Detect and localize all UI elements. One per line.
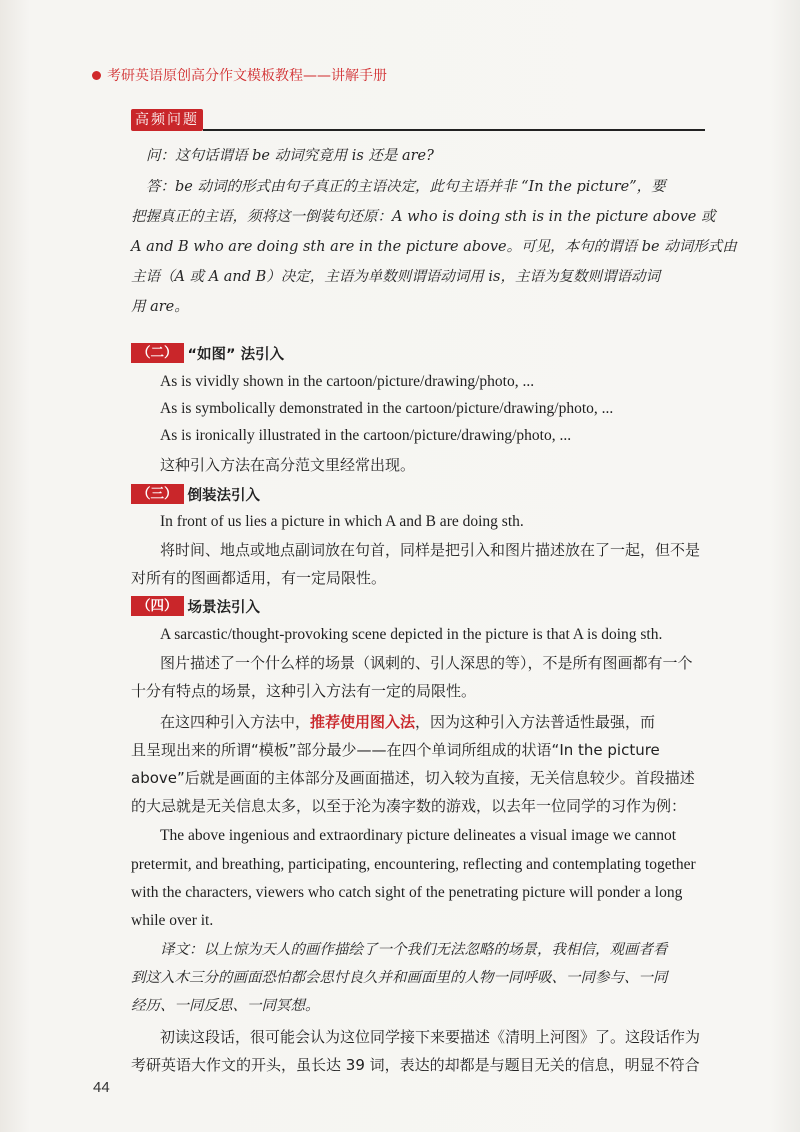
section-heading bbox=[131, 484, 260, 504]
answer-line: 主语（A 或 A and B）决定，主语为单数则谓语动词用 is，主语为复数则谓语动词 bbox=[131, 269, 660, 285]
summary-line: 且呈现出来的所谓“模板”部分最少——在四个单词所组成的状语“In the picture bbox=[131, 741, 660, 759]
closing-line: 考研英语大作文的开头，虽长达 39 词，表达的却都是与题目无关的信息，明显不符合 bbox=[131, 1056, 700, 1074]
summary-line bbox=[160, 712, 655, 732]
template-sentence: As is symbolically demonstrated in the cartoon/picture/drawing/photo, ... bbox=[160, 400, 614, 417]
bullet-icon bbox=[92, 71, 101, 80]
closing-line: 初读这段话，很可能会认为这位同学接下来要描述《清明上河图》了。这段话作为 bbox=[160, 1028, 701, 1046]
template-sentence: As is vividly shown in the cartoon/picture/drawing/photo, ... bbox=[160, 373, 535, 390]
section-title: 场景法引入 bbox=[187, 599, 260, 616]
template-sentence: As is ironically illustrated in the cartoon/picture/drawing/photo, ... bbox=[160, 427, 572, 444]
section-number: （三） bbox=[131, 484, 184, 504]
section-title: “如图” 法引入 bbox=[187, 346, 285, 363]
faq-tag: 高频问题 bbox=[131, 109, 203, 131]
summary-line: 的大忌就是无关信息太多，以至于沦为凑字数的游戏，以去年一位同学的习作为例： bbox=[131, 797, 687, 815]
example-line: with the characters, viewers who catch sight of the penetrating picture will ponder a long bbox=[131, 884, 683, 901]
divider-rule bbox=[203, 129, 705, 131]
answer-line: 把握真正的主语，须将这一倒装句还原：A who is doing sth is in the picture above 或 bbox=[131, 209, 716, 225]
body-text: 十分有特点的场景，这种引入方法有一定的局限性。 bbox=[131, 682, 477, 700]
section-number: （二） bbox=[131, 343, 184, 363]
running-header bbox=[92, 64, 387, 86]
page-number: 44 bbox=[93, 1079, 110, 1096]
section-tag-bar bbox=[131, 109, 705, 131]
example-line: pretermit, and breathing, participating, encountering, reflecting and contemplating together bbox=[131, 856, 696, 873]
translation-line: 经历、一同反思、一同冥想。 bbox=[131, 998, 320, 1014]
body-text: 这种引入方法在高分范文里经常出现。 bbox=[160, 456, 416, 474]
summary-text: ，因为这种引入方法普适性最强，而 bbox=[415, 713, 656, 731]
template-sentence: In front of us lies a picture in which A and B are doing sth. bbox=[160, 513, 524, 530]
translation-line: 译文：以上惊为天人的画作描绘了一个我们无法忽略的场景，我相信，观画者看 bbox=[160, 942, 668, 958]
highlighted-text: 推荐使用图入法 bbox=[310, 713, 416, 731]
question-line: 问：这句话谓语 be 动词究竟用 is 还是 are? bbox=[146, 148, 434, 164]
section-heading bbox=[131, 596, 260, 616]
section-heading bbox=[131, 343, 284, 363]
template-sentence: A sarcastic/thought-provoking scene depicted in the picture is that A is doing sth. bbox=[160, 626, 663, 643]
translation-line: 到这入木三分的画面恐怕都会思忖良久并和画面里的人物一同呼吸、一同参与、一同 bbox=[131, 970, 668, 986]
example-line: while over it. bbox=[131, 912, 214, 929]
section-title: 倒装法引入 bbox=[187, 487, 260, 504]
body-text: 图片描述了一个什么样的场景（讽刺的、引人深思的等），不是所有图画都有一个 bbox=[160, 654, 693, 672]
summary-text: 在这四种引入方法中， bbox=[160, 713, 311, 731]
body-text: 将时间、地点或地点副词放在句首，同样是把引入和图片描述放在了一起，但不是 bbox=[160, 541, 701, 559]
answer-line: A and B who are doing sth are in the picture above。可见，本句的谓语 be 动词形式由 bbox=[131, 239, 737, 255]
header-title: 考研英语原创高分作文模板教程——讲解手册 bbox=[107, 68, 387, 84]
section-number: （四） bbox=[131, 596, 184, 616]
answer-line: 用 are。 bbox=[131, 299, 189, 315]
body-text: 对所有的图画都适用，有一定局限性。 bbox=[131, 569, 387, 587]
example-line: The above ingenious and extraordinary picture delineates a visual image we cannot bbox=[160, 827, 677, 844]
summary-line: above”后就是画面的主体部分及画面描述，切入较为直接，无关信息较少。首段描述 bbox=[131, 769, 695, 787]
answer-line: 答：be 动词的形式由句子真正的主语决定，此句主语并非 “In the picture”，要 bbox=[146, 179, 666, 195]
